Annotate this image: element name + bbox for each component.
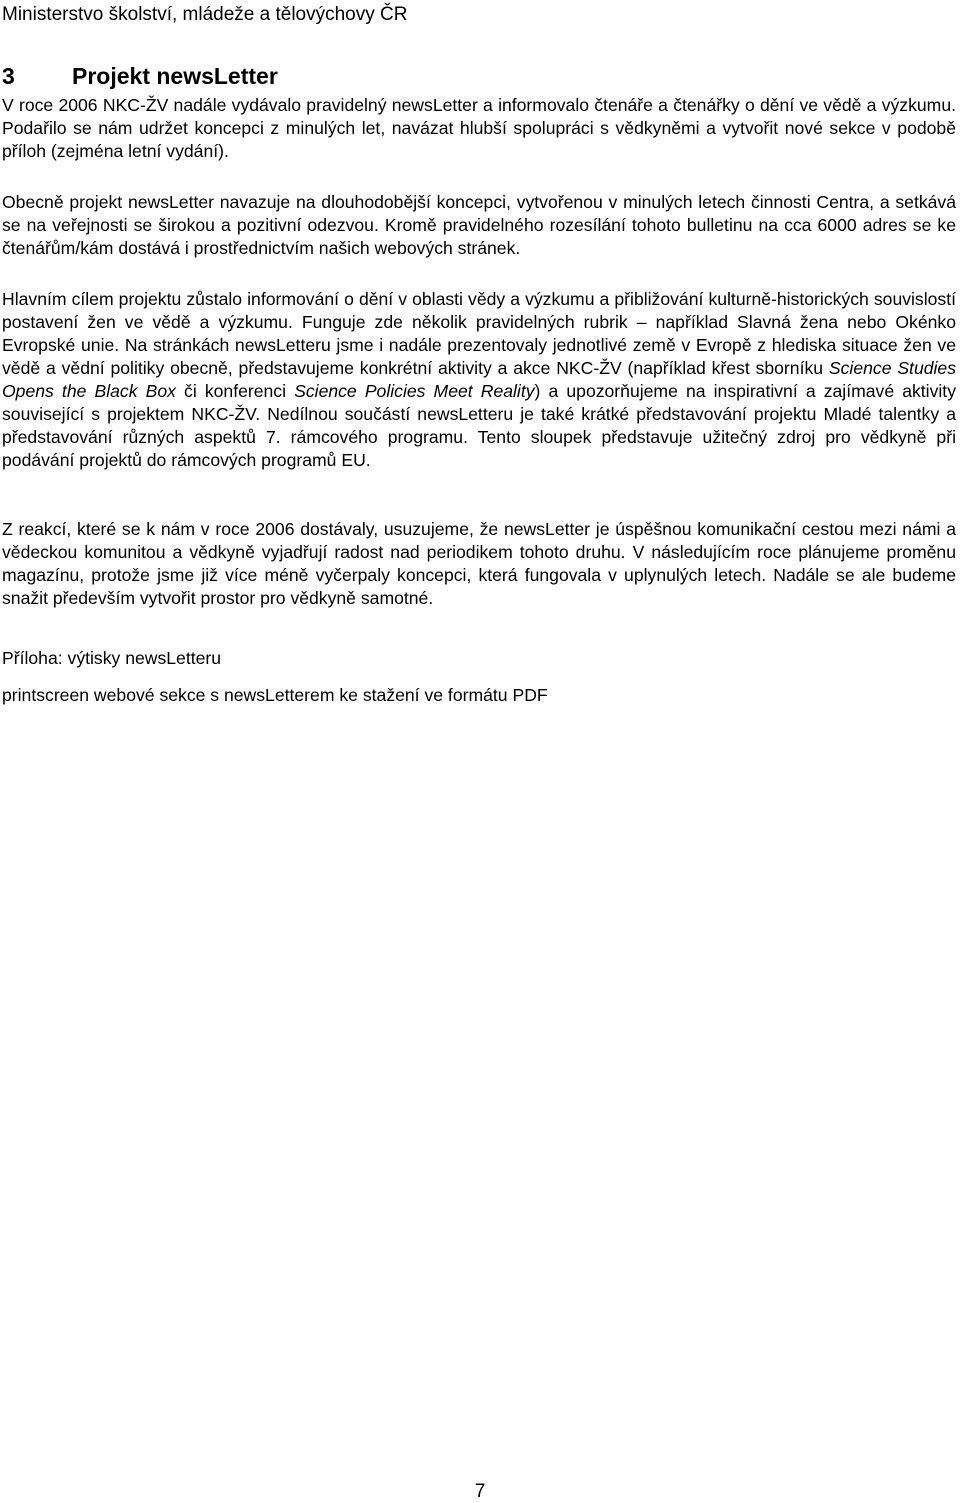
running-header: Ministerstvo školství, mládeže a tělovýchovy ČR — [2, 4, 408, 25]
goal-text-1: Hlavním cílem projektu zůstalo informování o dění v oblasti vědy a výzkumu a přibližování kulturně-historických souvislostí postavení žen ve vědě a výzkumu. Funguje zde několik pravidelných rubrik – například Slavná žena nebo Okénko Evropské unie. Na stránkách newsLetteru jsme i nadále prezentovaly jednotlivé země v Evropě z hlediska situace žen ve vědě a vědní politiky obecně, představujeme konkrétní aktivity a akce NKC-ŽV (například křest sborníku — [2, 289, 956, 378]
goal-italic-title-2: Science Policies Meet Reality — [294, 381, 535, 401]
section-number: 3 — [2, 63, 15, 89]
paragraph-goal — [2, 288, 956, 472]
goal-text-3: ) a upozorňujeme na inspirativní a zajímavé aktivity související s projektem NKC-ŽV. Nedílnou součástí newsLetteru je také krátké představování projektu Mladé talentky a představování různých aspektů 7. rámcového programu. Tento sloupek představuje užitečný zdroj pro vědkyně při podávání projektů do rámcových programů EU. — [2, 381, 956, 470]
paragraph-intro: V roce 2006 NKC-ŽV nadále vydávalo pravidelný newsLetter a informovalo čtenáře a čtenářky o dění ve vědě a výzkumu. Podařilo se nám udržet koncepci z minulých let, navázat hlubší spolupráci s vědkyněmi a vytvořit nové sekce v podobě příloh (zejména letní vydání). — [2, 95, 956, 161]
page-number: 7 — [474, 1481, 486, 1502]
attachment-line-2: printscreen webové sekce s newsLetterem ke stažení ve formátu PDF — [2, 685, 548, 705]
paragraph-concept: Obecně projekt newsLetter navazuje na dlouhodobější koncepci, vytvořenou v minulých letech činnosti Centra, a setkává se na veřejnosti se širokou a pozitivní odezvou. Kromě pravidelného rozesílání tohoto bulletinu na cca 6000 adres se ke čtenářům/kám dostává i prostřednictvím našich webových stránek. — [2, 192, 956, 258]
goal-italic-title-1: Science Studies Opens the Black Box — [2, 358, 957, 401]
goal-text-2: či konferenci — [175, 381, 295, 401]
paragraph-reactions: Z reakcí, které se k nám v roce 2006 dostávaly, usuzujeme, že newsLetter je úspěšnou komunikační cestou mezi námi a vědeckou komunitou a vědkyně vyjadřují radost nad periodikem tohoto druhu. V následujícím roce plánujeme proměnu magazínu, protože jsme již více méně vyčerpaly koncepci, která fungovala v uplynulých letech. Nadále se ale budeme snažit především vytvořit prostor pro vědkyně samotné. — [2, 519, 956, 608]
section-title: Projekt newsLetter — [72, 63, 278, 89]
attachment-line-1: Příloha: výtisky newsLetteru — [2, 648, 222, 668]
section-heading — [2, 62, 278, 90]
